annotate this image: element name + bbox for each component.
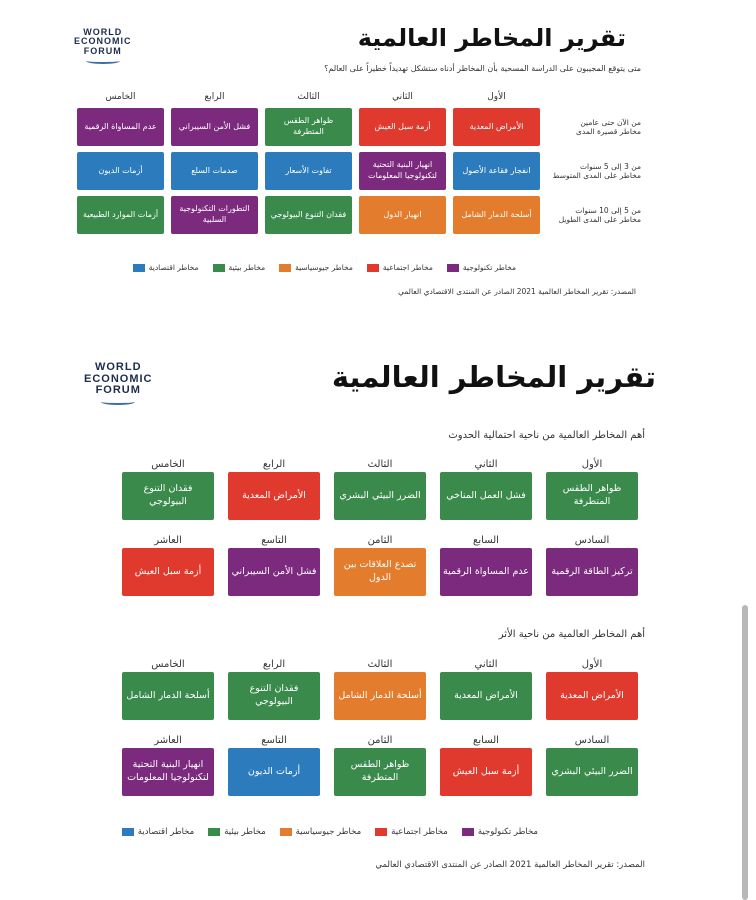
legend-swatch: [375, 828, 387, 836]
page-title: تقرير المخاطر العالمية: [331, 360, 656, 394]
rank-header: الأول: [581, 659, 603, 670]
column-header: الأول: [487, 92, 506, 102]
legend-swatch: [208, 828, 220, 836]
legend-swatch: [367, 264, 379, 272]
row-label: [547, 108, 641, 146]
logo-line: FORUM: [95, 384, 141, 397]
scrollbar[interactable]: [742, 605, 748, 900]
legend-swatch: [213, 264, 225, 272]
risk-box: الضرر البيئي البشري: [334, 472, 426, 520]
risk-box: الضرر البيئي البشري: [546, 748, 638, 796]
risk-box: فشل الأمن السيبراني: [228, 548, 320, 596]
source-note: المصدر: تقرير المخاطر العالمية 2021 الصادر عن المنتدى الاقتصادي العالمي: [375, 860, 645, 870]
rank-header: الرابع: [262, 659, 286, 670]
risk-box: انهيار البنية التحتية لتكنولوجيا المعلومات: [122, 748, 214, 796]
rank-header: الرابع: [262, 459, 286, 470]
page-title: تقرير المخاطر العالمية: [357, 24, 626, 52]
risk-box: أزمات الموارد الطبيعية: [77, 196, 164, 234]
risk-box: ظواهر الطقس المتطرفة: [546, 472, 638, 520]
logo-line: WORLD: [94, 361, 142, 373]
logo-line: FORUM: [83, 45, 122, 56]
risk-box: التطورات التكنولوجية السلبية: [171, 196, 258, 234]
legend-item: [208, 827, 265, 837]
wef-logo: [84, 362, 153, 405]
risk-box: الأمراض المعدية: [228, 472, 320, 520]
column-header: الرابع: [204, 92, 225, 102]
rank-header: السادس: [574, 535, 610, 546]
legend-label: مخاطر بيئية: [224, 827, 266, 837]
risk-box: فشل الأمن السيبراني: [171, 108, 258, 146]
legend-item: [133, 263, 199, 272]
row-label-range: من الآن حتى عامين: [580, 118, 641, 127]
risk-timeline-grid: [78, 88, 641, 234]
legend-item: [280, 827, 362, 837]
section-title: أهم المخاطر العالمية من ناحية الأثر: [498, 629, 645, 640]
risk-box: أسلحة الدمار الشامل: [334, 672, 426, 720]
column-header: الثاني: [392, 92, 413, 102]
row-label-term: مخاطر على المدى المتوسط: [552, 171, 641, 180]
risk-box: أزمة سبل العيش: [359, 108, 446, 146]
legend-swatch: [133, 264, 145, 272]
risk-box: عدم المساواة الرقمية: [440, 548, 532, 596]
section-title: أهم المخاطر العالمية من ناحية احتمالية الحدوث: [448, 430, 645, 441]
risk-box: صدمات السلع: [171, 152, 258, 190]
legend-item: [122, 827, 194, 837]
legend-swatch: [280, 828, 292, 836]
legend: [122, 827, 538, 837]
legend-label: مخاطر جيوسياسية: [295, 827, 362, 837]
legend-label: مخاطر اقتصادية: [137, 827, 195, 837]
likelihood-grid: [119, 452, 638, 596]
source-note: المصدر: تقرير المخاطر العالمية 2021 الصادر عن المنتدى الاقتصادي العالمي: [398, 287, 636, 296]
rank-header: السادس: [574, 735, 610, 746]
legend-item: [279, 263, 353, 272]
row-label-term: مخاطر قصيرة المدى: [576, 127, 641, 136]
rank-header: الثامن: [367, 535, 393, 546]
legend-item: [375, 827, 448, 837]
row-label-range: من 3 إلى 5 سنوات: [579, 162, 641, 171]
risk-box: ظواهر الطقس المتطرفة: [334, 748, 426, 796]
rank-header: الثاني: [474, 659, 498, 670]
risk-box: أسلحة الدمار الشامل: [122, 672, 214, 720]
risk-box: عدم المساواة الرقمية: [77, 108, 164, 146]
legend-label: مخاطر جيوسياسية: [295, 263, 353, 272]
risk-box: الأمراض المعدية: [546, 672, 638, 720]
risk-box: أسلحة الدمار الشامل: [453, 196, 540, 234]
page-subtitle: متى يتوقع المجيبون على الدراسة المسحية بأن المخاطر أدناه ستشكل تهديداً خطيراً على العالم؟: [324, 64, 641, 73]
risk-box: فقدان التنوع البيولوجي: [265, 196, 352, 234]
row-label: [547, 196, 641, 234]
risk-box: تصدع العلاقات بين الدول: [334, 548, 426, 596]
risk-box: فقدان التنوع البيولوجي: [228, 672, 320, 720]
legend-swatch: [447, 264, 459, 272]
rank-header: الأول: [581, 459, 603, 470]
risk-box: تركيز الطاقة الرقمية: [546, 548, 638, 596]
rank-header: الثالث: [367, 659, 393, 670]
wef-logo: [74, 28, 132, 64]
grid-corner: [547, 88, 641, 102]
risk-box: أزمات الديون: [77, 152, 164, 190]
risk-box: أزمة سبل العيش: [440, 748, 532, 796]
legend-item: [367, 263, 433, 272]
legend-label: مخاطر تكنولوجية: [477, 827, 538, 837]
risk-box: فشل العمل المناخي: [440, 472, 532, 520]
legend-item: [213, 263, 266, 272]
logo-line: ECONOMIC: [74, 36, 132, 47]
rank-header: التاسع: [261, 735, 287, 746]
rank-header: الخامس: [151, 659, 185, 670]
legend-item: [447, 263, 516, 272]
legend-swatch: [279, 264, 291, 272]
risk-box: أزمة سبل العيش: [122, 548, 214, 596]
row-label-range: من 5 إلى 10 سنوات: [575, 206, 641, 215]
logo-line: ECONOMIC: [84, 372, 153, 385]
risk-box: أزمات الديون: [228, 748, 320, 796]
rank-header: الخامس: [151, 459, 185, 470]
rank-header: الثامن: [367, 735, 393, 746]
risk-box: فقدان التنوع البيولوجي: [122, 472, 214, 520]
risk-box: الأمراض المعدية: [440, 672, 532, 720]
legend-item: [462, 827, 538, 837]
rank-header: الثالث: [367, 459, 393, 470]
risk-box: تفاوت الأسعار: [265, 152, 352, 190]
legend-label: مخاطر اجتماعية: [391, 827, 448, 837]
rank-header: الثاني: [474, 459, 498, 470]
rank-header: العاشر: [154, 535, 182, 546]
column-header: الخامس: [105, 92, 136, 102]
impact-grid: [119, 650, 638, 796]
row-label: [547, 152, 641, 190]
legend-swatch: [462, 828, 474, 836]
logo-line: WORLD: [83, 27, 123, 37]
legend-label: مخاطر تكنولوجية: [462, 263, 516, 272]
risk-box: ظواهر الطقس المتطرفة: [265, 108, 352, 146]
logo-swoosh-icon: [101, 399, 135, 405]
rank-header: السابع: [473, 535, 499, 546]
legend-label: مخاطر بيئية: [228, 263, 266, 272]
row-label-term: مخاطر على المدى الطويل: [558, 215, 641, 224]
rank-header: السابع: [473, 735, 499, 746]
column-header: الثالث: [297, 92, 320, 102]
rank-header: التاسع: [261, 535, 287, 546]
risk-box: انهيار الدول: [359, 196, 446, 234]
rank-header: العاشر: [154, 735, 182, 746]
legend-label: مخاطر اجتماعية: [382, 263, 433, 272]
legend: [133, 263, 516, 272]
legend-label: مخاطر اقتصادية: [148, 263, 199, 272]
legend-swatch: [122, 828, 134, 836]
risk-box: الأمراض المعدية: [453, 108, 540, 146]
logo-swoosh-icon: [86, 58, 120, 64]
risk-box: انهيار البنية التحتية لتكنولوجيا المعلومات: [359, 152, 446, 190]
risk-box: انفجار فقاعة الأصول: [453, 152, 540, 190]
